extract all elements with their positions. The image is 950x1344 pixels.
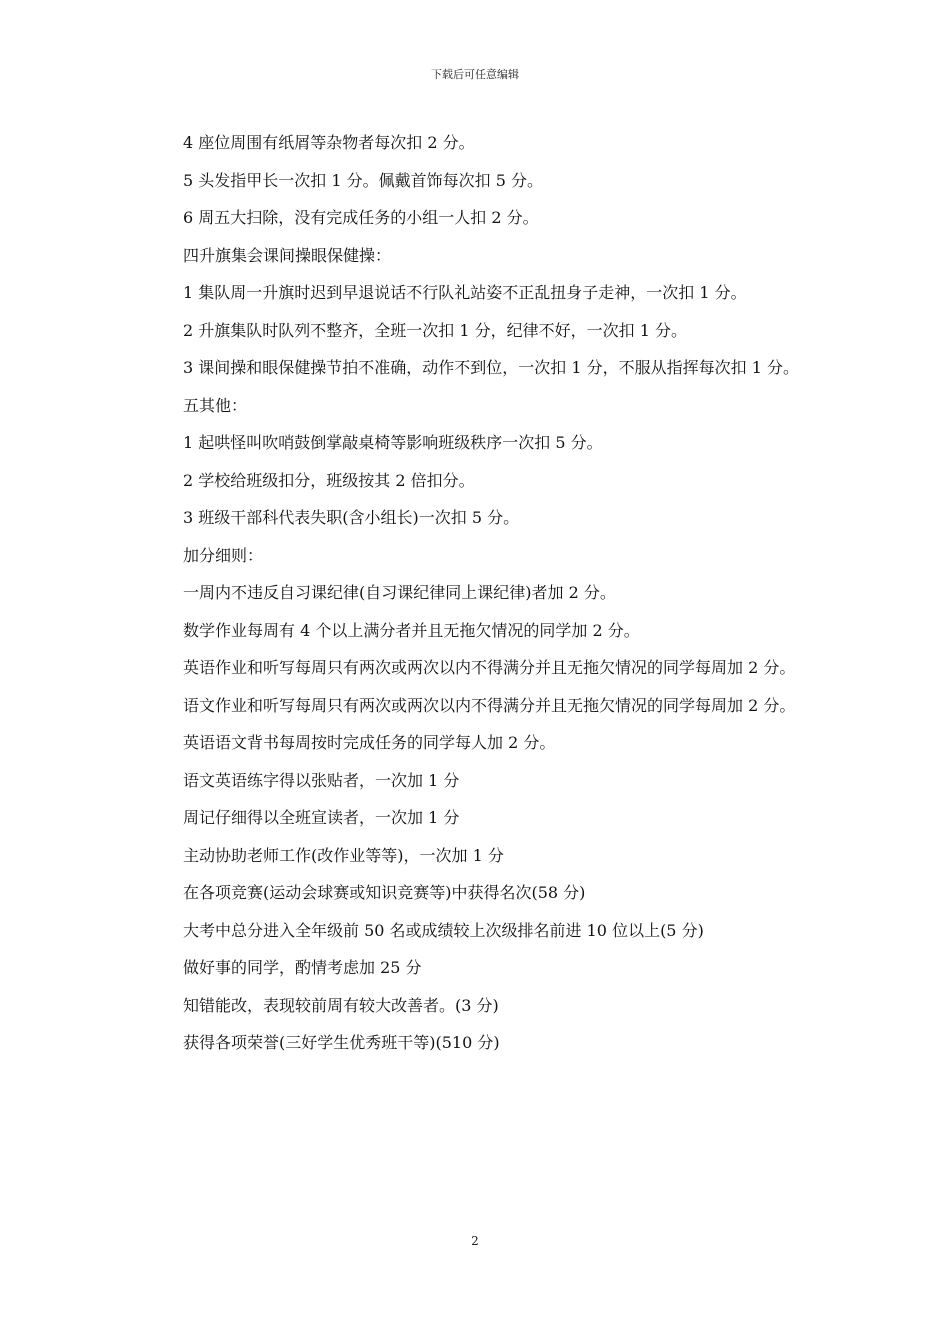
paragraph: 英语作业和听写每周只有两次或两次以内不得满分并且无拖欠情况的同学每周加 2 分。 [183,658,796,677]
paragraph: 2 学校给班级扣分，班级按其 2 倍扣分。 [183,470,475,490]
paragraph: 4 座位周围有纸屑等杂物者每次扣 2 分。 [183,133,475,152]
paragraph: 语文作业和听写每周只有两次或两次以内不得满分并且无拖欠情况的同学每周加 2 分。 [183,695,796,715]
paragraph: 5 头发指甲长一次扣 1 分。佩戴首饰每次扣 5 分。 [183,170,543,190]
paragraph: 英语语文背书每周按时完成任务的同学每人加 2 分。 [183,733,556,752]
page-header: 下载后可任意编辑 [431,68,519,81]
section-heading: 加分细则： [183,545,264,565]
paragraph: 周记仔细得以全班宣读者，一次加 1 分 [183,808,460,827]
document-body [145,124,810,1062]
paragraph: 大考中总分进入全年级前 50 名或成绩较上次级排名前进 10 位以上(5 分) [183,920,704,940]
paragraph: 在各项竞赛(运动会球赛或知识竞赛等)中获得名次(58 分) [183,883,586,902]
paragraph: 获得各项荣誉(三好学生优秀班干等)(510 分) [183,1033,500,1052]
paragraph: 2 升旗集队时队列不整齐，全班一次扣 1 分，纪律不好，一次扣 1 分。 [183,320,687,340]
paragraph: 主动协助老师工作(改作业等等)，一次加 1 分 [183,845,504,865]
paragraph: 知错能改，表现较前周有较大改善者。(3 分) [183,995,499,1015]
paragraph: 3 课间操和眼保健操节拍不准确，动作不到位，一次扣 1 分，不服从指挥每次扣 1 分。 [183,358,799,377]
page-number: 2 [471,1234,479,1248]
section-heading: 五其他： [183,395,248,415]
paragraph: 语文英语练字得以张贴者，一次加 1 分 [183,770,460,790]
paragraph: 数学作业每周有 4 个以上满分者并且无拖欠情况的同学加 2 分。 [183,620,640,640]
section-heading: 四升旗集会课间操眼保健操： [183,245,392,265]
paragraph: 1 集队周一升旗时迟到早退说话不行队礼站姿不正乱扭身子走神，一次扣 1 分。 [183,283,747,302]
paragraph: 做好事的同学，酌情考虑加 25 分 [183,958,422,977]
paragraph: 1 起哄怪叫吹哨鼓倒掌敲桌椅等影响班级秩序一次扣 5 分。 [183,433,603,452]
paragraph: 3 班级干部科代表失职(含小组长)一次扣 5 分。 [183,508,520,527]
paragraph: 一周内不违反自习课纪律(自习课纪律同上课纪律)者加 2 分。 [183,583,616,602]
paragraph: 6 周五大扫除，没有完成任务的小组一人扣 2 分。 [183,208,539,227]
